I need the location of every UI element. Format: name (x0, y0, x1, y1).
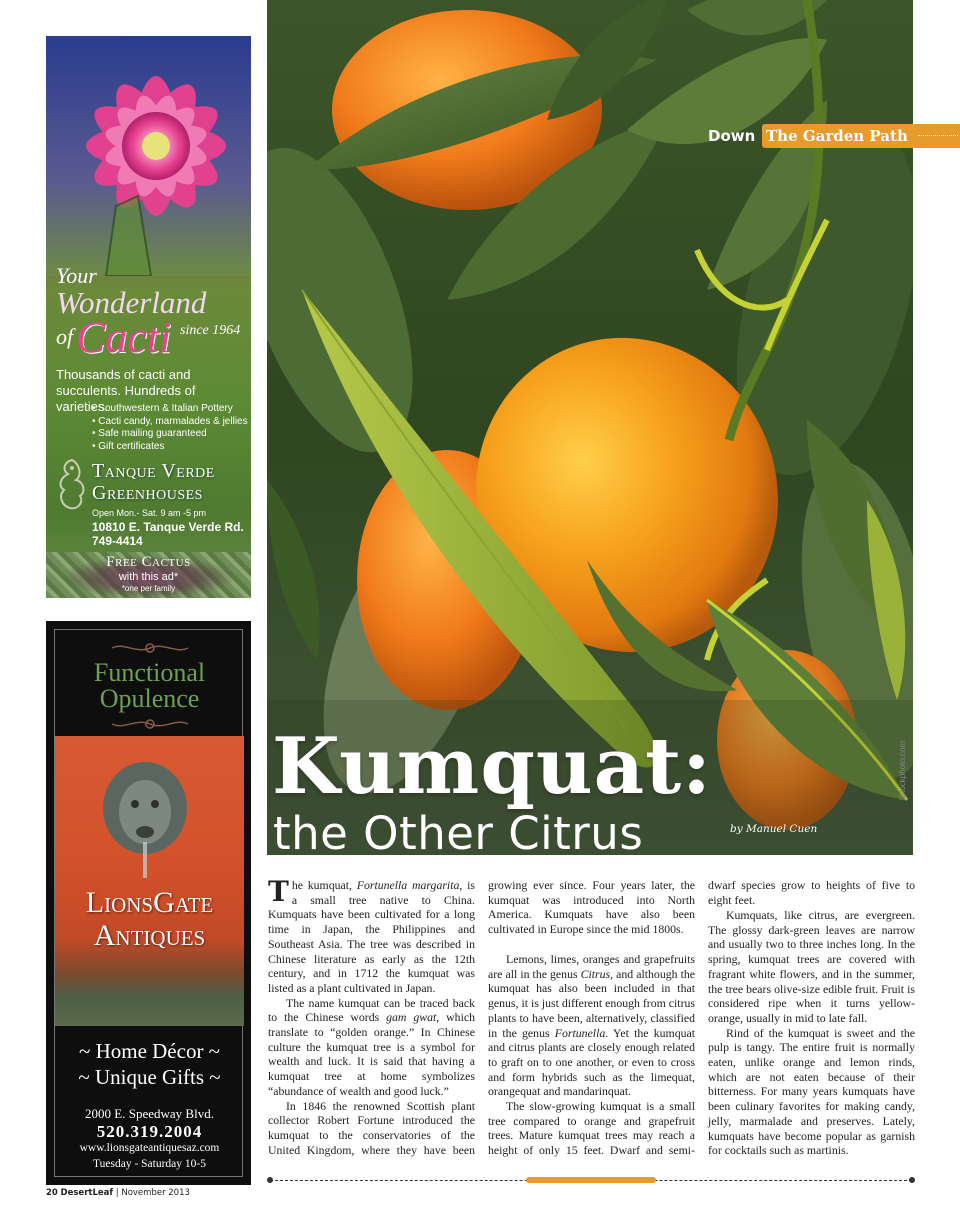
website-link[interactable]: www.lionsgateantiquesaz.com (79, 1142, 220, 1154)
article-paragraph-continued (708, 878, 915, 908)
article-paragraph (488, 952, 695, 1099)
ad-headline-wonderland: Wonderland (56, 285, 207, 320)
ad-bullet: • Safe mailing guaranteed (92, 428, 248, 441)
phone-number: 749-4414 (92, 534, 143, 548)
rule-dot-right (909, 1177, 915, 1183)
article-paragraph: The slow-growing kumquat is a small tree compared to orange and grapefruit trees. Mature kumquat trees may reach a height of only 15 feet. Dwarf and semi- (488, 1099, 695, 1158)
italic-text: gam gwat (386, 1010, 437, 1025)
free-cactus-banner (46, 552, 251, 598)
street-address: 10810 E. Tanque Verde Rd. (92, 520, 244, 534)
issue-date: November 2013 (121, 1188, 190, 1198)
text-run: , which translate to “golden orange.” In Chinese culture the kumquat tree is a symbol for wealth and luck. It is said that having a kumquat tree at home symbolizes “abundance of wealth and good luck.” (268, 1010, 475, 1098)
rule-dot-left (267, 1177, 273, 1183)
rule-accent (526, 1177, 656, 1183)
functional-opulence-tagline (55, 660, 244, 712)
ad-services (55, 1038, 244, 1090)
article-column-1 (268, 875, 475, 1159)
article-paragraph-continued (488, 878, 695, 952)
lionsgate-ad (46, 621, 251, 1185)
italic-text: Fortunella (554, 1025, 606, 1040)
tagline-line-2: Opulence (99, 684, 200, 713)
article-paragraph: Rind of the kumquat is sweet and the pulp is tangy. The entire fruit is normally eaten, unlike orange and lemon rinds, which are not eaten because of their bitterness. For many years kumquats have been culinary favorites for making candy, jelly, marmalade and preserves. Lately, kumquats have become popular as garnish for cocktails such as martinis. (708, 1025, 915, 1158)
free-cactus-text: Free Cactus (106, 554, 191, 570)
text-run: growing ever since. Four years later, the kumquat was introduced into North America. Kumquats have also been cultivated in Europe since the mid 1800s. (488, 878, 695, 936)
section-name: The Garden Path (766, 127, 908, 145)
tanque-verde-ad (46, 36, 251, 598)
ad-hours: Open Mon.- Sat. 9 am -5 pm (92, 508, 207, 518)
article-title: Kumquat: (272, 721, 712, 812)
article-byline: by Manuel Cuen (730, 823, 818, 835)
ad-frame (54, 629, 243, 1177)
page-folio: 20 DesertLeaf | November 2013 (46, 1188, 190, 1198)
name-line-1: Tanque Verde (92, 460, 215, 482)
ad-since: since 1964 (180, 323, 241, 338)
article-paragraph (268, 996, 475, 1099)
ad-bullet: • Gift certificates (92, 441, 248, 454)
ornament-bottom-icon (110, 716, 190, 732)
text-run: . Yet the kumquat and citrus plants are closely enough related to graft on to one another, or even to cross and form hybrids such as the limequat, orangequat and mandarinquat. (488, 1025, 695, 1099)
ad-headline-cacti: Cacti (76, 313, 172, 362)
section-dots (918, 135, 958, 136)
text-run: he kumquat, (291, 878, 357, 892)
name-line-2: Greenhouses (92, 482, 203, 504)
lionsgate-name (55, 886, 244, 952)
article-paragraph (268, 875, 475, 996)
text-run: dwarf species grow to heights of five to eight feet. (708, 878, 915, 907)
text-run: and although the kumquat has also been included in that genus, it is just different enough from citrus plants to have been, alternatively, classified in the genus (488, 966, 695, 1040)
unique-gifts-text: ~ Unique Gifts ~ (78, 1065, 221, 1089)
article-column-2 (488, 878, 695, 1158)
ad-bullet: • Southwestern & Italian Pottery (92, 403, 248, 416)
article-paragraph: Kumquats, like citrus, are evergreen. The glossy dark-green leaves are narrow and usually two to three inches long. In the spring, kumquat trees are covered with fragrant white flowers, and in the summer, the tree bears olive-size edible fruit. Fruit is considered ripe when it turns yellow-orange, usually in mid to late fall. (708, 908, 915, 1025)
drop-cap: T (268, 875, 289, 908)
italic-text: Citrus, (580, 966, 614, 981)
tanque-verde-name (92, 460, 215, 504)
lion-fountain-image (55, 736, 244, 1026)
text-run: The name kumquat can be traced back to the Chinese words (268, 995, 475, 1025)
street-address: 2000 E. Speedway Blvd. (85, 1106, 214, 1121)
ad-bullet: • Cacti candy, marmalades & jellies (92, 416, 248, 429)
phone-number: 520.319.2004 (96, 1122, 203, 1141)
ad-headline-of: of (56, 324, 74, 349)
ornament-top-icon (110, 640, 190, 656)
section-header (700, 124, 960, 148)
ad-bullet-list (92, 403, 248, 453)
gecko-logo-icon (54, 456, 90, 514)
italic-text: Fortunella margarita (356, 878, 460, 892)
cactus-flower-image (46, 36, 251, 276)
lion-head-icon (97, 758, 193, 878)
magazine-name: DesertLeaf (60, 1188, 114, 1198)
name-line-1: LionsGate (85, 886, 214, 919)
ad-address (92, 520, 244, 548)
name-line-2: Antiques (93, 919, 206, 952)
ad-description: Thousands of cacti and succulents. Hundreds of varieties. (56, 367, 196, 414)
article-column-3 (708, 878, 915, 1158)
section-down: Down (708, 127, 756, 145)
tagline-line-1: Functional (93, 658, 206, 687)
footer-rule (270, 1180, 912, 1181)
with-this-ad-text: with this ad* (118, 571, 179, 583)
text-run: Lemons, limes, oranges and grapefruits are all in the genus (488, 952, 695, 981)
page-number: 20 (46, 1188, 58, 1198)
ad-headline-your: Your (56, 263, 97, 288)
article-subtitle: the Other Citrus (273, 807, 644, 860)
per-family-note: *one per family (121, 584, 176, 593)
text-run: , is a small tree native to China. Kumquats have been cultivated for a long time in Japan, the Philippines and Southeast Asia. The tree was described in Chinese literature as early as the 12th century, and in 1712 the kumquat was listed as a plant cultivated in Japan. (268, 878, 475, 995)
photo-credit: iStockphoto.com (898, 740, 907, 800)
home-decor-text: ~ Home Décor ~ (78, 1039, 221, 1063)
article-paragraph: In 1846 the renowned Scottish plant collector Robert Fortune introduced the kumquat to the conservatories of the United Kingdom, where they have been (268, 1098, 475, 1157)
store-hours: Tuesday - Saturday 10-5 (93, 1158, 206, 1170)
